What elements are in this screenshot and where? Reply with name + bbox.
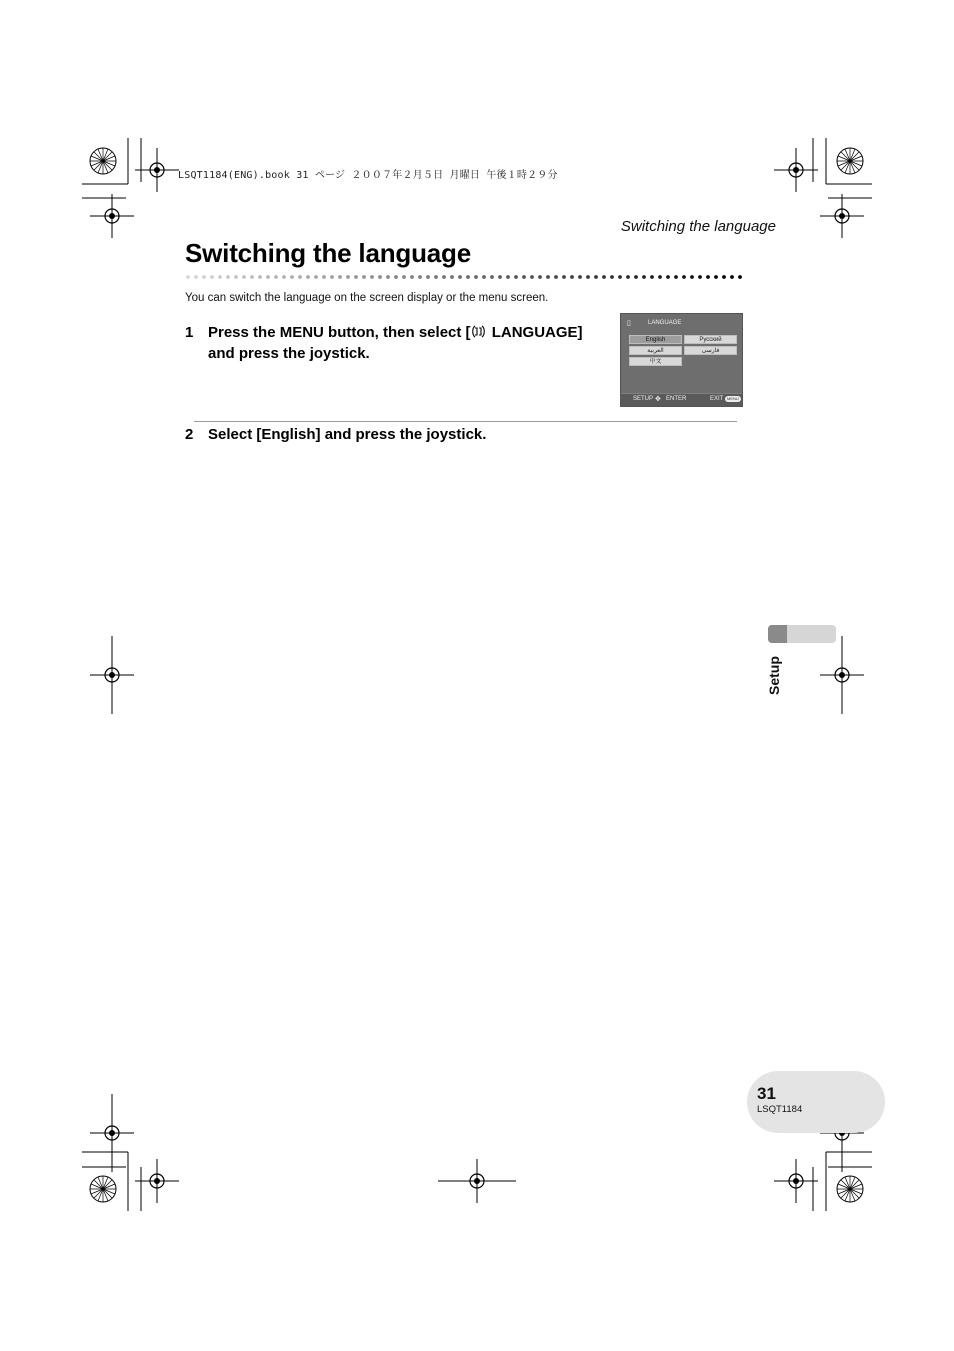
language-option: 中文 <box>629 357 682 366</box>
rule-dot <box>554 275 558 279</box>
rule-dot <box>394 275 398 279</box>
rule-dot <box>570 275 574 279</box>
rule-dot <box>690 275 694 279</box>
step-number: 1 <box>185 324 194 341</box>
rule-dot <box>490 275 494 279</box>
registration-mark-icon <box>837 148 863 174</box>
screen-footer: SETUP ✥ ENTER EXIT MENU <box>621 393 742 406</box>
rule-dot <box>538 275 542 279</box>
rule-dot <box>402 275 406 279</box>
page-title: Switching the language <box>185 238 471 268</box>
rule-dot <box>258 275 262 279</box>
rule-dot <box>274 275 278 279</box>
rule-dot <box>314 275 318 279</box>
rule-dot <box>498 275 502 279</box>
rule-dot <box>290 275 294 279</box>
rule-dot <box>210 275 214 279</box>
rule-dot <box>410 275 414 279</box>
title-dotted-rule <box>186 273 746 281</box>
rule-dot <box>594 275 598 279</box>
rule-dot <box>618 275 622 279</box>
rule-dot <box>722 275 726 279</box>
step-2 <box>185 425 615 445</box>
rule-dot <box>218 275 222 279</box>
rule-dot <box>562 275 566 279</box>
intro-text: You can switch the language on the screen display or the menu screen. <box>185 292 549 304</box>
rule-dot <box>442 275 446 279</box>
step-text: Press the MENU button, then select [ LANGUAGE] and press the joystick. <box>208 324 583 362</box>
rule-dot <box>194 275 198 279</box>
language-option: English <box>629 335 682 344</box>
rule-dot <box>322 275 326 279</box>
page-number: 31 <box>757 1084 776 1103</box>
rule-dot <box>730 275 734 279</box>
language-icon <box>471 324 488 344</box>
rule-dot <box>482 275 486 279</box>
rule-dot <box>634 275 638 279</box>
rule-dot <box>658 275 662 279</box>
registration-mark-icon <box>135 1159 179 1203</box>
registration-mark-icon <box>135 148 179 192</box>
rule-dot <box>242 275 246 279</box>
menu-badge: MENU <box>727 396 739 401</box>
registration-mark-icon <box>774 148 818 192</box>
rule-dot <box>202 275 206 279</box>
rule-dot <box>426 275 430 279</box>
language-option: Русский <box>684 335 737 344</box>
rule-dot <box>610 275 614 279</box>
rule-dot <box>434 275 438 279</box>
registration-mark-icon <box>837 1176 863 1202</box>
rule-dot <box>226 275 230 279</box>
rule-dot <box>378 275 382 279</box>
rule-dot <box>250 275 254 279</box>
rule-dot <box>706 275 710 279</box>
step-divider <box>194 421 737 422</box>
rule-dot <box>506 275 510 279</box>
section-label: Setup <box>766 656 782 696</box>
registration-mark-icon <box>774 1159 818 1203</box>
language-option: العربية <box>629 346 682 355</box>
rule-dot <box>338 275 342 279</box>
rule-dot <box>586 275 590 279</box>
print-header: LSQT1184(ENG).book 31 ページ ２００７年２月５日 月曜日 午後１時２９分 <box>178 170 558 181</box>
rule-dot <box>450 275 454 279</box>
rule-dot <box>514 275 518 279</box>
rule-dot <box>530 275 534 279</box>
registration-mark-icon <box>90 148 116 174</box>
step-1 <box>185 323 615 363</box>
registration-mark-icon <box>820 194 864 238</box>
page-code: LSQT1184 <box>757 1104 803 1115</box>
language-option: فارسی <box>684 346 737 355</box>
rule-dot <box>298 275 302 279</box>
rule-dot <box>354 275 358 279</box>
rule-dot <box>578 275 582 279</box>
rule-dot <box>474 275 478 279</box>
rule-dot <box>266 275 270 279</box>
screen-title: LANGUAGE <box>648 320 682 326</box>
rule-dot <box>370 275 374 279</box>
rule-dot <box>346 275 350 279</box>
rule-dot <box>458 275 462 279</box>
rule-dot <box>698 275 702 279</box>
rule-dot <box>418 275 422 279</box>
rule-dot <box>682 275 686 279</box>
language-menu-screen <box>620 313 743 407</box>
rule-dot <box>522 275 526 279</box>
rule-dot <box>666 275 670 279</box>
rule-dot <box>602 275 606 279</box>
rule-dot <box>386 275 390 279</box>
section-tab-marker <box>768 625 787 643</box>
rule-dot <box>738 275 742 279</box>
running-header: Switching the language <box>620 218 776 235</box>
rule-dot <box>330 275 334 279</box>
rule-dot <box>642 275 646 279</box>
step-number: 2 <box>185 426 194 443</box>
registration-mark-icon <box>90 1176 116 1202</box>
rule-dot <box>466 275 470 279</box>
rule-dot <box>362 275 366 279</box>
rule-dot <box>306 275 310 279</box>
rule-dot <box>234 275 238 279</box>
rule-dot <box>186 275 190 279</box>
rule-dot <box>626 275 630 279</box>
joystick-icon: ✥ <box>655 396 661 403</box>
rule-dot <box>714 275 718 279</box>
rule-dot <box>546 275 550 279</box>
rule-dot <box>282 275 286 279</box>
menu-tab-icon: ▯ <box>627 320 631 327</box>
step-text: Select [English] and press the joystick. <box>208 426 487 443</box>
registration-mark-icon <box>90 194 134 238</box>
rule-dot <box>674 275 678 279</box>
rule-dot <box>650 275 654 279</box>
